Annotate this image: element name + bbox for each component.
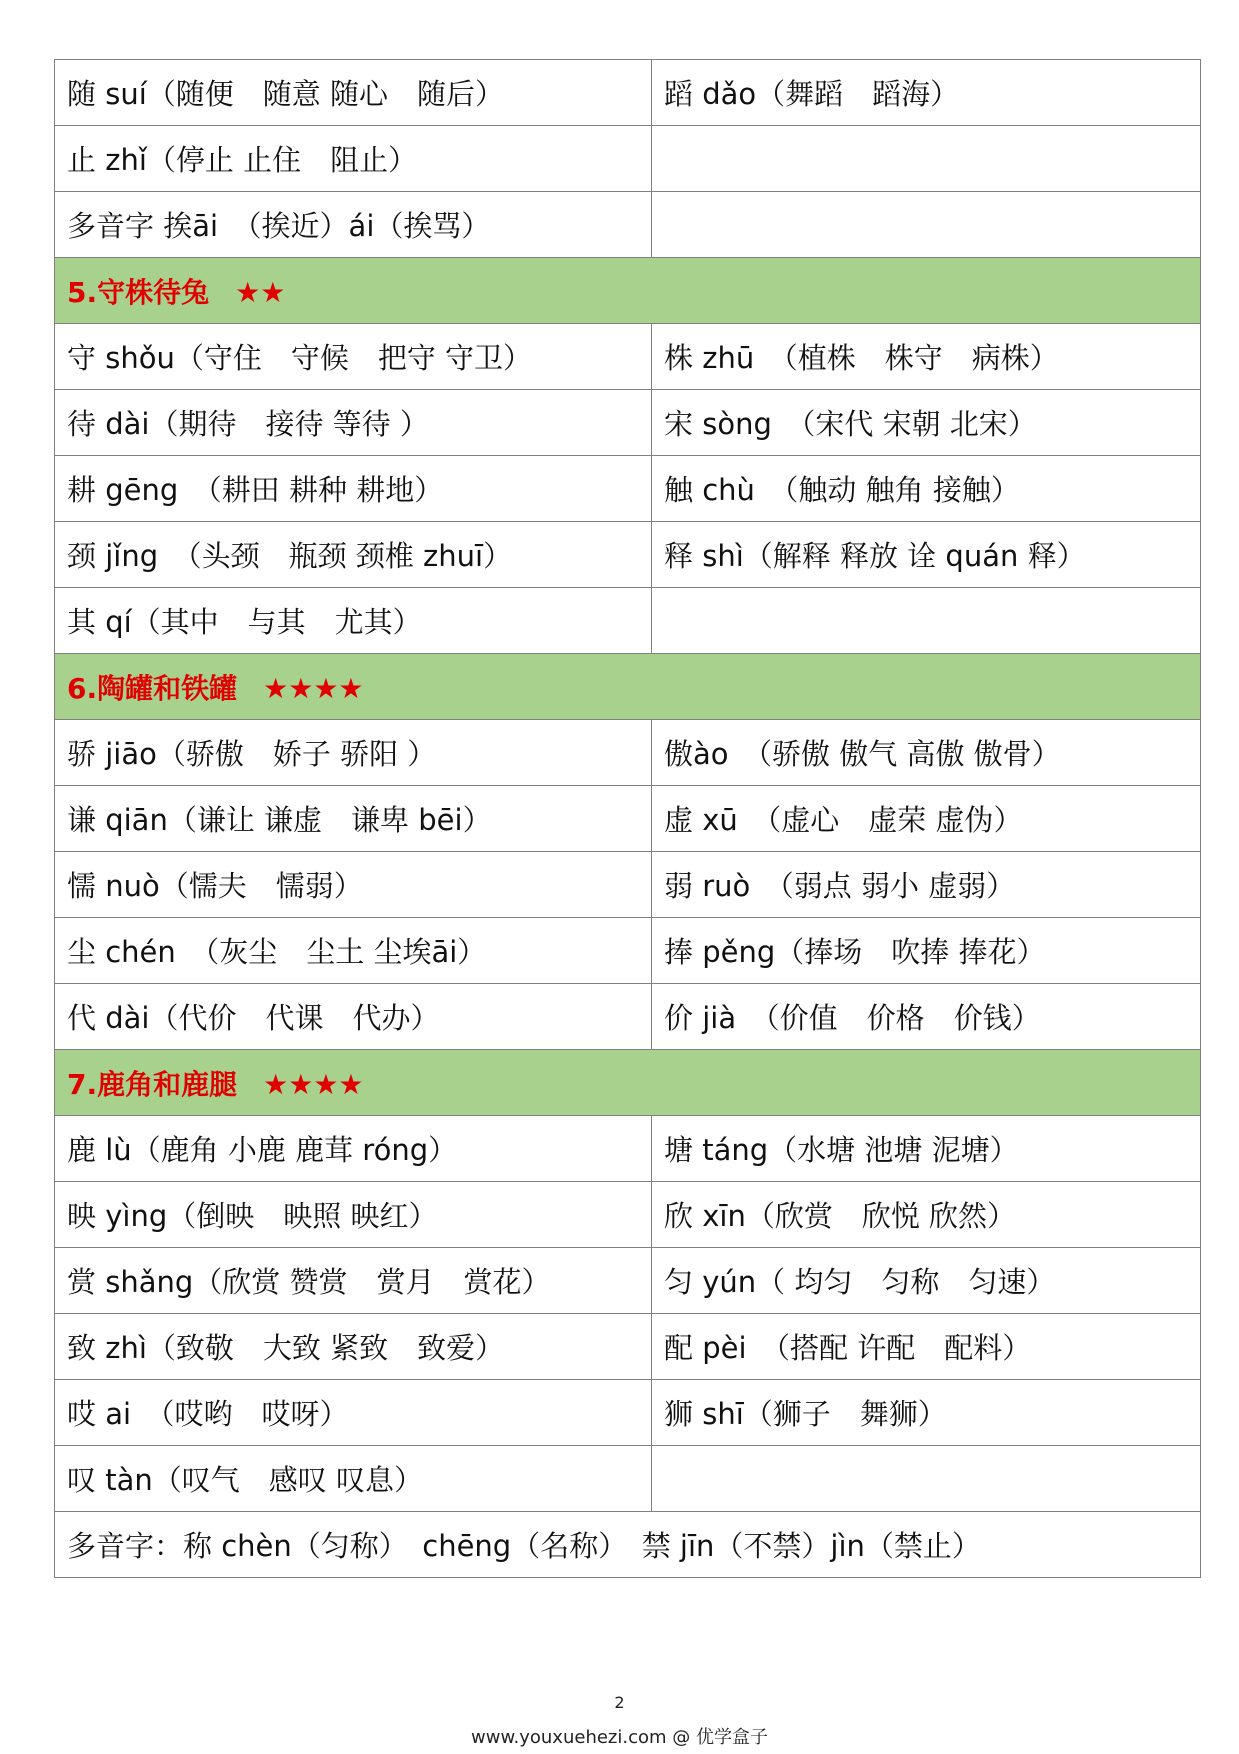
vocab-cell-right: 狮 shī（狮子 舞狮） [652, 1380, 1201, 1446]
vocab-cell-left: 赏 shǎng（欣赏 赞赏 赏月 赏花） [55, 1248, 652, 1314]
vocab-cell-right: 蹈 dǎo（舞蹈 蹈海） [652, 60, 1201, 126]
vocab-cell-right [652, 588, 1201, 654]
section-header [55, 1050, 1201, 1116]
vocab-cell-left: 谦 qiān（谦让 谦虚 谦卑 bēi） [55, 786, 652, 852]
vocab-cell-left: 叹 tàn（叹气 感叹 叹息） [55, 1446, 652, 1512]
difficulty-stars: ★★★★ [263, 671, 364, 705]
vocab-cell-left: 代 dài（代价 代课 代办） [55, 984, 652, 1050]
table-row [55, 588, 1201, 654]
vocab-cell-right: 触 chù （触动 触角 接触） [652, 456, 1201, 522]
vocab-cell-left: 其 qí（其中 与其 尤其） [55, 588, 652, 654]
table-row [55, 1380, 1201, 1446]
table-row [55, 390, 1201, 456]
vocab-cell-left: 多音字 挨āi （挨近）ái（挨骂） [55, 192, 652, 258]
table-row [55, 720, 1201, 786]
vocab-cell-right: 宋 sòng （宋代 宋朝 北宋） [652, 390, 1201, 456]
table-row [55, 1116, 1201, 1182]
vocab-cell-left: 颈 jǐng （头颈 瓶颈 颈椎 zhuī） [55, 522, 652, 588]
section-title: 6.陶罐和铁罐 [67, 671, 238, 705]
vocab-cell-right: 配 pèi （搭配 许配 配料） [652, 1314, 1201, 1380]
table-row [55, 1248, 1201, 1314]
table-row [55, 1446, 1201, 1512]
vocab-cell-left: 止 zhǐ（停止 止住 阻止） [55, 126, 652, 192]
page-number: 2 [614, 1693, 625, 1712]
footer-url: www.youxuehezi.com @ 优学盒子 [471, 1727, 768, 1748]
table-row [55, 984, 1201, 1050]
vocab-cell-left: 守 shǒu（守住 守候 把守 守卫） [55, 324, 652, 390]
vocab-cell-left: 耕 gēng （耕田 耕种 耕地） [55, 456, 652, 522]
vocab-cell-right: 虚 xū （虚心 虚荣 虚伪） [652, 786, 1201, 852]
vocab-cell-left: 待 dài（期待 接待 等待 ） [55, 390, 652, 456]
section-header [55, 654, 1201, 720]
table-row [55, 456, 1201, 522]
section-title: 7.鹿角和鹿腿 [67, 1067, 238, 1101]
vocab-cell-left: 鹿 lù（鹿角 小鹿 鹿茸 róng） [55, 1116, 652, 1182]
vocab-cell-right: 欣 xīn（欣赏 欣悦 欣然） [652, 1182, 1201, 1248]
table-row [55, 522, 1201, 588]
vocab-cell-right: 捧 pěng（捧场 吹捧 捧花） [652, 918, 1201, 984]
vocab-cell-right [652, 192, 1201, 258]
vocab-cell-left: 致 zhì（致敬 大致 紧致 致爱） [55, 1314, 652, 1380]
table-row [55, 126, 1201, 192]
vocab-cell-left: 哎 ai （哎哟 哎呀） [55, 1380, 652, 1446]
vocab-cell-right: 释 shì（解释 释放 诠 quán 释） [652, 522, 1201, 588]
vocab-cell-right: 弱 ruò （弱点 弱小 虚弱） [652, 852, 1201, 918]
table-row [55, 324, 1201, 390]
table-row [55, 918, 1201, 984]
table-row [55, 1512, 1201, 1578]
table-row [55, 852, 1201, 918]
vocab-cell-right: 匀 yún（ 均匀 匀称 匀速） [652, 1248, 1201, 1314]
difficulty-stars: ★★ [235, 275, 286, 309]
table-row [55, 1182, 1201, 1248]
section-header [55, 258, 1201, 324]
section-header-row [55, 1050, 1201, 1116]
vocab-table [54, 59, 1201, 1578]
section-header-row [55, 258, 1201, 324]
vocab-cell-right: 塘 táng（水塘 池塘 泥塘） [652, 1116, 1201, 1182]
vocab-cell-right [652, 126, 1201, 192]
vocab-cell-left: 尘 chén （灰尘 尘土 尘埃āi） [55, 918, 652, 984]
vocab-cell-right: 价 jià （价值 价格 价钱） [652, 984, 1201, 1050]
table-row [55, 1314, 1201, 1380]
table-row [55, 60, 1201, 126]
difficulty-stars: ★★★★ [263, 1067, 364, 1101]
table-row [55, 192, 1201, 258]
section-header-row [55, 654, 1201, 720]
vocab-cell-left: 懦 nuò（懦夫 懦弱） [55, 852, 652, 918]
full-width-cell: 多音字：称 chèn（匀称） chēng（名称） 禁 jīn（不禁）jìn（禁止） [55, 1512, 1201, 1578]
section-title: 5.守株待兔 [67, 275, 210, 309]
vocab-cell-left: 骄 jiāo（骄傲 娇子 骄阳 ） [55, 720, 652, 786]
vocab-cell-left: 映 yìng（倒映 映照 映红） [55, 1182, 652, 1248]
vocab-cell-right: 株 zhū （植株 株守 病株） [652, 324, 1201, 390]
vocab-cell-right: 傲ào （骄傲 傲气 高傲 傲骨） [652, 720, 1201, 786]
table-row [55, 786, 1201, 852]
vocab-cell-left: 随 suí（随便 随意 随心 随后） [55, 60, 652, 126]
vocab-cell-right [652, 1446, 1201, 1512]
